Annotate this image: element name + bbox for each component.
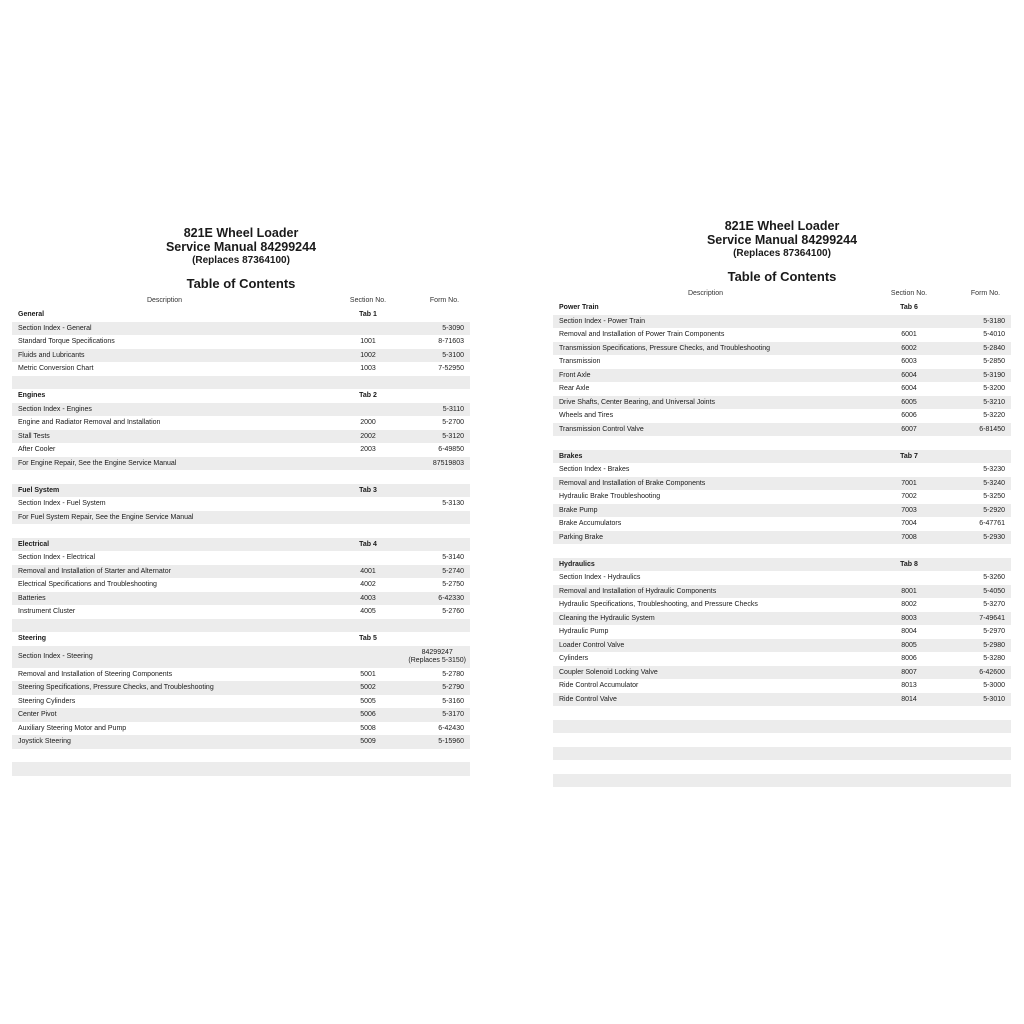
entry-section-no: 1003 [360, 365, 376, 372]
column-headers [12, 295, 470, 308]
entry-description: General [18, 311, 45, 318]
entry-description: Coupler Solenoid Locking Valve [559, 668, 658, 676]
entry-section-no: 8003 [901, 614, 917, 622]
entry-form-no: 5-3170 [442, 711, 464, 718]
entry-form-no: 5-3260 [983, 574, 1005, 581]
entry-form-no: 5-4050 [983, 587, 1005, 595]
table-row [553, 666, 1011, 680]
entry-section-no: 6002 [901, 344, 917, 352]
title-block [553, 219, 1011, 285]
entry-form-no: 6-42430 [438, 724, 464, 732]
table-row [12, 376, 470, 390]
table-row [553, 369, 1011, 383]
entry-description: Steering Specifications, Pressure Checks, and Troubleshooting [18, 684, 214, 691]
entry-form-no: 5-2700 [442, 419, 464, 426]
entry-form-no: 6-47761 [979, 520, 1005, 527]
column-headers [553, 288, 1011, 301]
entry-section-no: 8014 [901, 695, 917, 703]
entry-form-no: 5-3180 [983, 317, 1005, 325]
entry-section-no: 8013 [901, 682, 917, 689]
section-no-header: Section No. [890, 290, 928, 297]
table-row [553, 355, 1011, 369]
section-heading-row [12, 389, 470, 403]
section-heading-row [553, 558, 1011, 572]
entry-section-no: 8005 [901, 641, 917, 649]
table-row [12, 551, 470, 565]
entry-form-no: 5-3130 [442, 500, 464, 507]
table-row [12, 565, 470, 579]
entry-description: Transmission Control Valve [559, 425, 644, 433]
entry-form-no: 5-2850 [983, 358, 1005, 365]
entry-description: Hydraulic Specifications, Troubleshooting, and Pressure Checks [559, 601, 758, 608]
entry-form-no: 5-3000 [983, 682, 1005, 689]
section-heading-row [553, 301, 1011, 315]
table-row [12, 592, 470, 606]
entry-description: Wheels and Tires [559, 412, 614, 419]
entry-section-no: 8004 [901, 628, 917, 635]
entry-description: Parking Brake [559, 533, 603, 541]
table-row [553, 396, 1011, 410]
table-row [12, 403, 470, 417]
entry-form-no: 5-2790 [442, 684, 464, 691]
manual-number: Service Manual 84299244 [706, 233, 858, 247]
entry-description: Power Train [559, 304, 599, 311]
entry-description: Section Index - General [18, 324, 92, 332]
section-heading-row [12, 308, 470, 322]
entry-section-no: 8002 [901, 601, 917, 608]
table-row [12, 708, 470, 722]
table-row [12, 511, 470, 525]
entry-description: Hydraulics [559, 560, 595, 568]
table-row [12, 605, 470, 619]
entry-section-no: 2000 [360, 419, 376, 426]
table-row [553, 423, 1011, 437]
entry-description: Batteries [18, 594, 46, 602]
table-row [553, 517, 1011, 531]
entry-form-no: 5-3090 [442, 324, 464, 332]
replaces-note: (Replaces 87364100) [733, 248, 831, 259]
entry-form-no: 5-3220 [983, 412, 1005, 419]
table-row [12, 470, 470, 484]
entry-section-no: 8001 [901, 587, 917, 595]
entry-section-no: Tab 6 [900, 304, 918, 311]
entry-section-no: 2002 [360, 432, 376, 440]
toc-page-right [553, 219, 1011, 787]
table-row [553, 733, 1011, 747]
table-row [12, 322, 470, 336]
entry-description: Electrical Specifications and Troubleshooting [18, 581, 157, 588]
table-row [553, 585, 1011, 599]
entry-section-no: Tab 4 [359, 540, 377, 548]
entry-description: Fluids and Lubricants [18, 351, 85, 359]
table-row [12, 349, 470, 363]
entry-form-no: 5-2760 [442, 608, 464, 615]
entry-description: Section Index - Power Train [559, 317, 645, 325]
entry-section-no: Tab 3 [359, 486, 377, 494]
entry-section-no: 6003 [901, 358, 917, 365]
table-row [12, 749, 470, 763]
form-no-header: Form No. [429, 297, 460, 304]
entry-section-no: 7002 [901, 493, 917, 500]
entry-section-no: 5005 [360, 697, 376, 705]
entry-section-no: 4001 [360, 567, 376, 575]
table-row [553, 639, 1011, 653]
entry-description: Section Index - Brakes [559, 466, 630, 473]
table-row [553, 760, 1011, 774]
entry-section-no: Tab 2 [359, 392, 377, 399]
table-row [553, 490, 1011, 504]
entry-form-no: 5-2980 [983, 641, 1005, 649]
entry-description: Removal and Installation of Starter and Alternator [18, 567, 171, 575]
entry-form-no: 5-3140 [442, 554, 464, 561]
entry-section-no: 8006 [901, 655, 917, 662]
entry-description: Removal and Installation of Hydraulic Components [559, 587, 717, 595]
title-block [12, 226, 470, 292]
toc-heading: Table of Contents [727, 269, 837, 284]
entry-form-no: 8-71603 [438, 338, 464, 345]
entry-section-no: 5009 [360, 738, 376, 745]
table-row [553, 571, 1011, 585]
entry-description: Section Index - Steering [18, 652, 93, 660]
entry-form-no: 5-3010 [983, 695, 1005, 703]
entry-description: Instrument Cluster [18, 608, 76, 615]
table-row [553, 382, 1011, 396]
entry-form-no: 6-42600 [979, 668, 1005, 676]
entry-section-no: Tab 1 [359, 311, 377, 318]
toc-heading: Table of Contents [186, 276, 296, 291]
entry-description: Stall Tests [18, 432, 50, 440]
description-header: Description [146, 297, 182, 304]
section-heading-row [12, 538, 470, 552]
entry-section-no: 4003 [360, 594, 376, 602]
entry-form-no: 7-49641 [979, 614, 1005, 622]
entry-form-no: 7-52950 [438, 365, 464, 372]
entry-description: Rear Axle [559, 385, 590, 392]
entry-description: Steering [18, 635, 47, 642]
entry-form-no: 5-2840 [983, 344, 1005, 352]
entry-form-no: 5-2740 [442, 567, 464, 575]
entry-description: Cylinders [559, 655, 589, 662]
section-heading-row [12, 484, 470, 498]
table-row [553, 706, 1011, 720]
entry-description: Joystick Steering [18, 738, 71, 745]
entry-form-no: 5-4010 [983, 331, 1005, 338]
table-row [553, 328, 1011, 342]
entry-form-no: 5-3100 [442, 351, 464, 359]
table-row [553, 544, 1011, 558]
entry-description: Removal and Installation of Power Train Components [559, 331, 725, 338]
table-row [12, 416, 470, 430]
entry-description: Hydraulic Brake Troubleshooting [559, 493, 661, 500]
entry-section-no: 5008 [360, 724, 376, 732]
entry-form-no: 5-3200 [983, 385, 1005, 392]
entry-section-no: 6001 [901, 331, 917, 338]
entry-form-no: 5-3210 [983, 398, 1005, 406]
entry-section-no: 8007 [901, 668, 917, 676]
entry-description: Removal and Installation of Brake Components [559, 479, 706, 487]
entry-section-no: 4002 [360, 581, 376, 588]
table-row [12, 619, 470, 633]
table-row [12, 578, 470, 592]
table-row [553, 315, 1011, 329]
entry-section-no: 6004 [901, 385, 917, 392]
document-title: 821E Wheel Loader [724, 219, 840, 233]
entry-section-no: 7004 [901, 520, 917, 527]
entry-form-no: 5-2750 [442, 581, 464, 588]
table-row [12, 497, 470, 511]
entry-description: Fuel System [18, 486, 60, 494]
document-title: 821E Wheel Loader [183, 226, 299, 240]
table-row [553, 463, 1011, 477]
entry-section-no: 7008 [901, 533, 917, 541]
entry-description: Steering Cylinders [18, 697, 76, 705]
entry-form-no: 5-3230 [983, 466, 1005, 473]
description-header: Description [687, 290, 723, 297]
entry-form-no: 5-3280 [983, 655, 1005, 662]
entry-form-no [408, 649, 466, 665]
entry-description: Drive Shafts, Center Bearing, and Universal Joints [559, 398, 716, 406]
entry-section-no: Tab 7 [900, 452, 918, 460]
entry-section-no: 5002 [360, 684, 376, 691]
table-row [12, 646, 470, 668]
table-row [553, 625, 1011, 639]
entry-description: Loader Control Valve [559, 641, 625, 649]
entry-form-no: 5-15960 [438, 738, 464, 745]
entry-description: Section Index - Electrical [18, 554, 96, 561]
entry-description: Brake Accumulators [559, 520, 622, 527]
table-row [12, 735, 470, 749]
entry-form-no-primary: 84299247 [421, 648, 453, 656]
entry-description: Ride Control Valve [559, 695, 617, 703]
toc-table [12, 308, 470, 789]
entry-form-no: 5-3240 [983, 479, 1005, 487]
table-row [553, 504, 1011, 518]
entry-section-no: 7001 [901, 479, 917, 487]
entry-form-no: 6-42330 [438, 594, 464, 602]
entry-section-no: Tab 5 [359, 635, 377, 642]
table-row [12, 722, 470, 736]
entry-section-no: 6007 [901, 425, 917, 433]
entry-section-no: 4005 [360, 608, 376, 615]
table-row [12, 430, 470, 444]
entry-form-no: 87519803 [432, 459, 464, 467]
entry-description: Cleaning the Hydraulic System [559, 614, 655, 622]
entry-description: Section Index - Hydraulics [559, 574, 641, 581]
entry-description: Engine and Radiator Removal and Installation [18, 419, 161, 426]
table-row [12, 762, 470, 776]
section-heading-row [12, 632, 470, 646]
entry-description: Removal and Installation of Steering Components [18, 670, 173, 678]
entry-description: Hydraulic Pump [559, 628, 609, 635]
entry-form-no: 5-3160 [442, 697, 464, 705]
entry-form-no: 5-3110 [442, 405, 464, 413]
entry-section-no: 5006 [360, 711, 376, 718]
table-row [553, 720, 1011, 734]
entry-description: Brake Pump [559, 506, 598, 514]
table-row [553, 531, 1011, 545]
table-row [12, 362, 470, 376]
table-row [553, 598, 1011, 612]
entry-form-no: 5-2780 [442, 670, 464, 678]
entry-description: Standard Torque Specifications [18, 338, 115, 345]
table-row [553, 436, 1011, 450]
table-row [12, 335, 470, 349]
table-row [553, 612, 1011, 626]
entry-section-no: 1002 [360, 351, 376, 359]
section-heading-row [553, 450, 1011, 464]
manual-number: Service Manual 84299244 [165, 240, 317, 254]
entry-description: Metric Conversion Chart [18, 365, 94, 372]
entry-description: Engines [18, 392, 46, 399]
entry-description: Center Pivot [18, 711, 57, 718]
entry-description: Section Index - Fuel System [18, 500, 106, 507]
table-row [553, 774, 1011, 788]
table-row [12, 681, 470, 695]
entry-form-no: 5-3120 [442, 432, 464, 440]
table-row [553, 747, 1011, 761]
table-row [553, 679, 1011, 693]
entry-section-no: 2003 [360, 446, 376, 453]
entry-section-no: 6004 [901, 371, 917, 379]
entry-description: After Cooler [18, 446, 56, 453]
entry-form-no: 5-3250 [983, 493, 1005, 500]
entry-section-no: 5001 [360, 670, 376, 678]
entry-form-no: 5-2920 [983, 506, 1005, 514]
entry-form-no: 5-2930 [983, 533, 1005, 541]
entry-description: For Fuel System Repair, See the Engine Service Manual [18, 513, 194, 521]
entry-form-no: 5-3190 [983, 371, 1005, 379]
toc-page-left [12, 226, 470, 789]
entry-section-no: 6006 [901, 412, 917, 419]
table-row [553, 652, 1011, 666]
entry-description: Front Axle [559, 371, 591, 379]
entry-section-no: 1001 [360, 338, 376, 345]
entry-form-no: 5-3270 [983, 601, 1005, 608]
table-row [12, 695, 470, 709]
entry-section-no: Tab 8 [900, 560, 918, 568]
entry-description: Ride Control Accumulator [559, 682, 639, 689]
entry-form-no: 6-81450 [979, 425, 1005, 433]
replaces-note: (Replaces 87364100) [192, 255, 290, 266]
table-row [553, 409, 1011, 423]
table-row [12, 776, 470, 790]
entry-section-no: 6005 [901, 398, 917, 406]
table-row [553, 342, 1011, 356]
entry-description: Section Index - Engines [18, 405, 92, 413]
table-row [553, 693, 1011, 707]
toc-table [553, 301, 1011, 787]
entry-section-no: 7003 [901, 506, 917, 514]
table-row [553, 477, 1011, 491]
entry-description: For Engine Repair, See the Engine Service Manual [18, 459, 177, 467]
entry-description: Auxiliary Steering Motor and Pump [18, 724, 127, 732]
entry-form-no: 5-2970 [983, 628, 1005, 635]
entry-description: Transmission Specifications, Pressure Checks, and Troubleshooting [559, 344, 771, 352]
table-row [12, 668, 470, 682]
entry-description: Electrical [18, 540, 50, 548]
table-row [12, 457, 470, 471]
entry-description: Brakes [559, 452, 583, 460]
entry-description: Transmission [559, 358, 601, 365]
section-no-header: Section No. [349, 297, 387, 304]
entry-form-no-replaces: (Replaces 5-3150) [408, 656, 466, 664]
entry-form-no: 6-49850 [438, 446, 464, 453]
form-no-header: Form No. [970, 290, 1001, 297]
table-row [12, 443, 470, 457]
table-row [12, 524, 470, 538]
